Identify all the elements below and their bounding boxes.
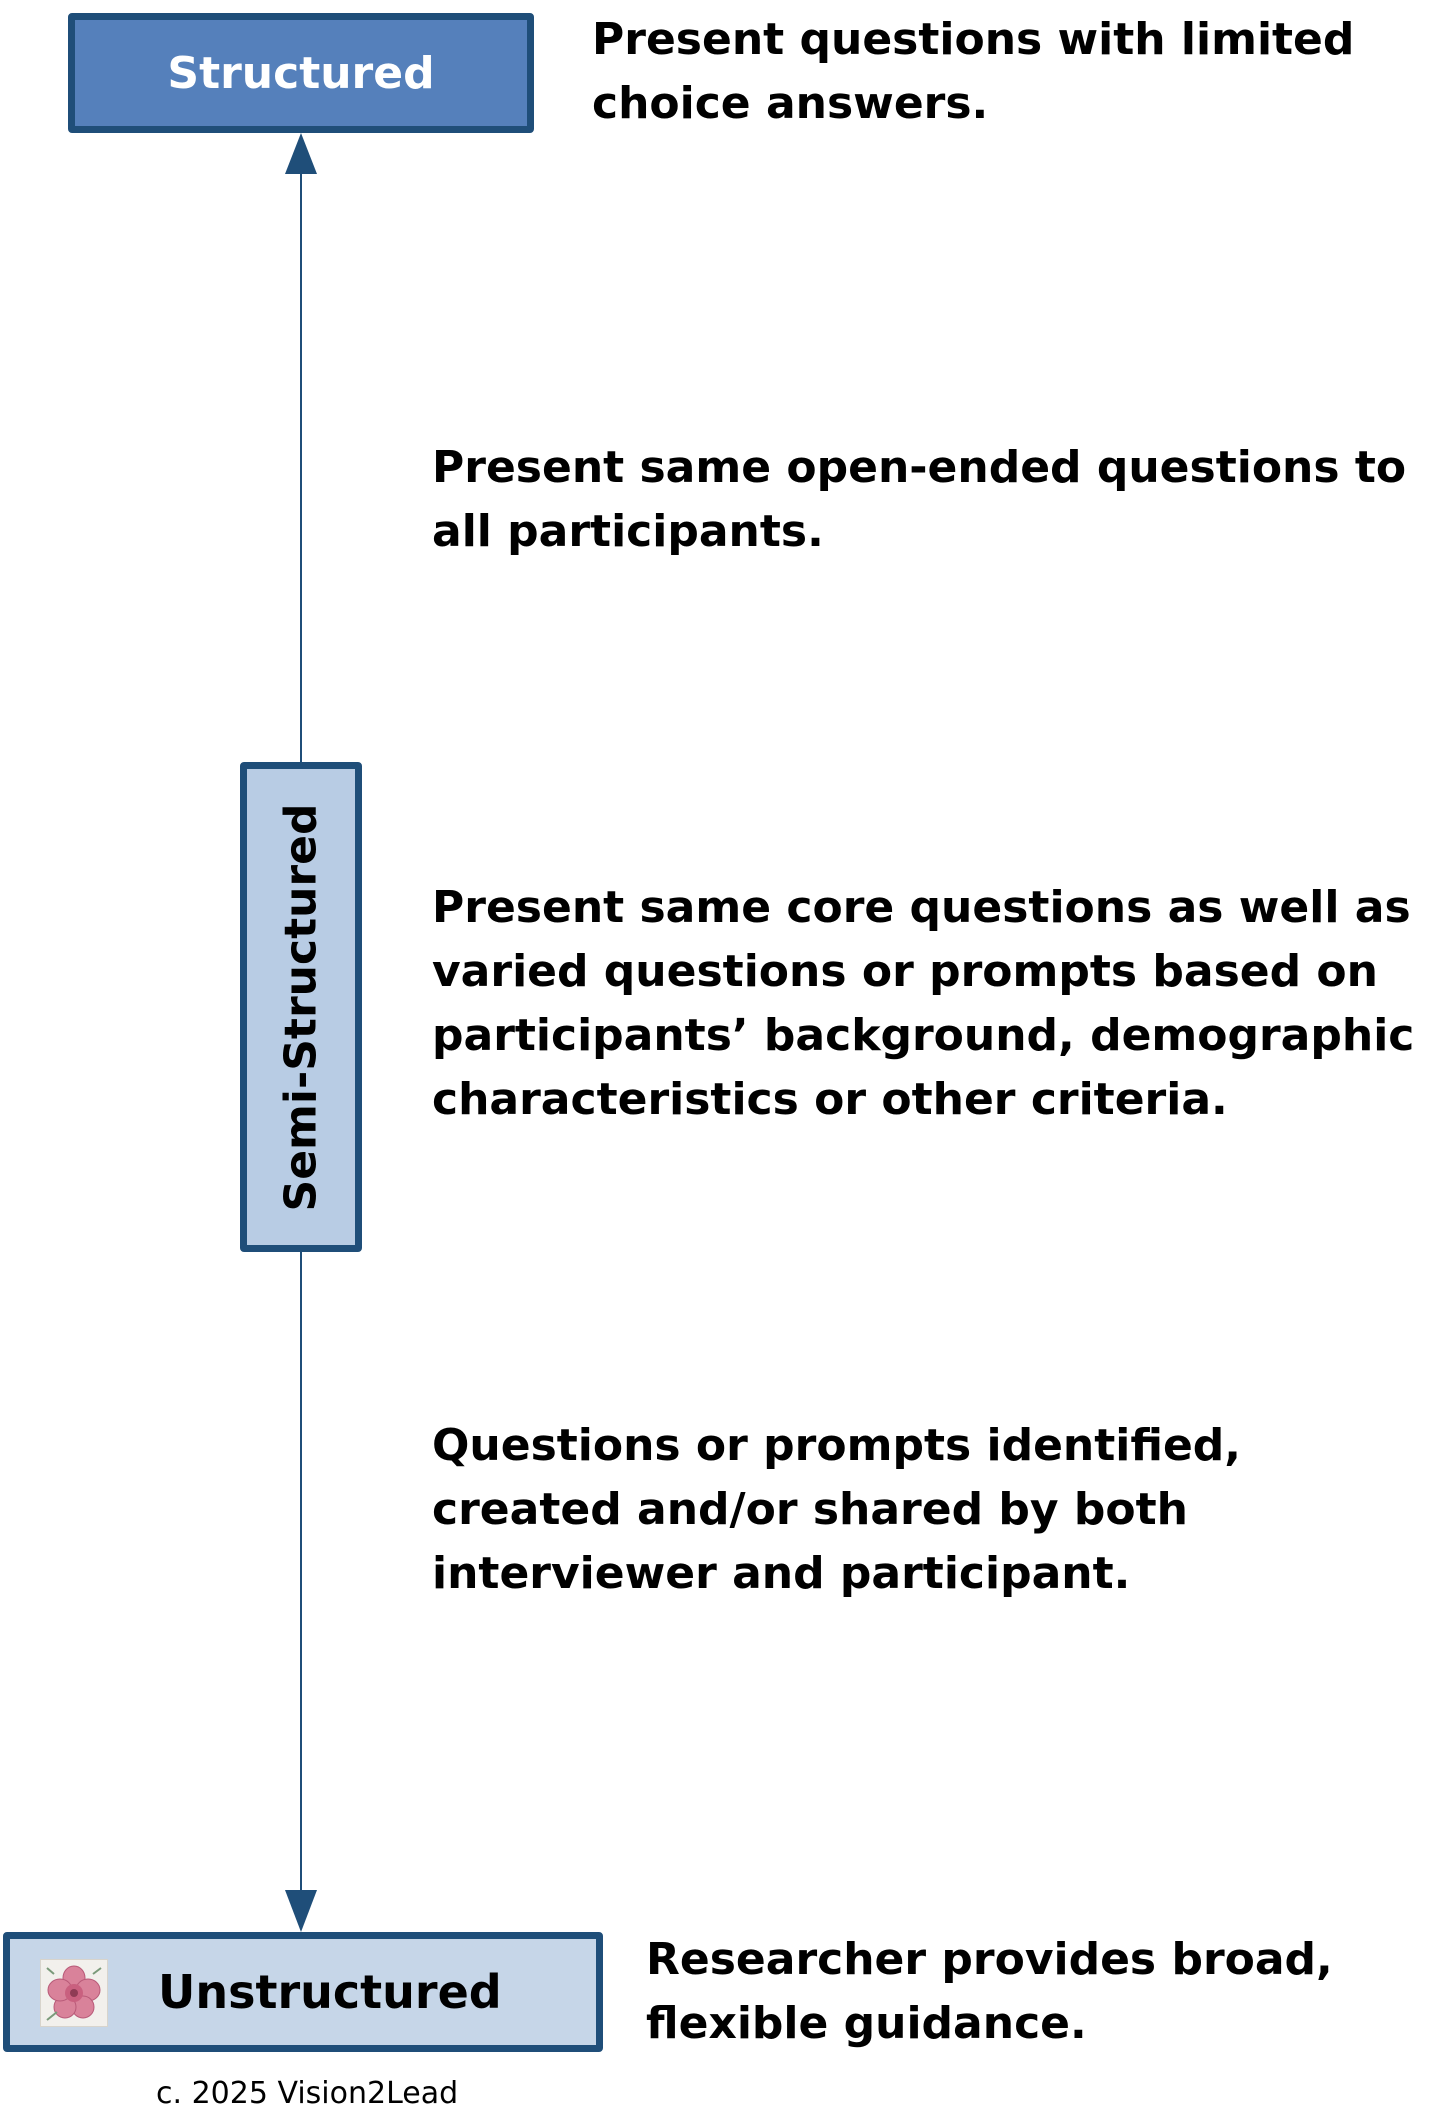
shared-prompts-note: Questions or prompts identified, created and/or shared by both interviewer and participant. (432, 1420, 1242, 1599)
arrowhead-up-icon (285, 133, 317, 174)
open-ended-note: Present same open-ended questions to all participants. (432, 442, 1407, 557)
flower-icon (40, 1959, 108, 2027)
structured-description: Present questions with limited choice answers. (592, 14, 1355, 129)
arrowhead-down-icon (285, 1890, 317, 1932)
copyright-notice: c. 2025 Vision2Lead (156, 2076, 459, 2111)
structured-box (68, 13, 534, 133)
semi-structured-label: Semi-Structured (275, 803, 327, 1211)
unstructured-box (3, 1932, 603, 2052)
structured-label: Structured (167, 47, 435, 99)
semi-structured-description: Present same core questions as well as varied questions or prompts based on participants’ background, demographic characteristics or other criteria. (432, 882, 1415, 1125)
unstructured-description: Researcher provides broad, flexible guidance. (646, 1934, 1333, 2049)
unstructured-label: Unstructured (158, 1965, 502, 2019)
semi-structured-box (240, 762, 362, 1252)
